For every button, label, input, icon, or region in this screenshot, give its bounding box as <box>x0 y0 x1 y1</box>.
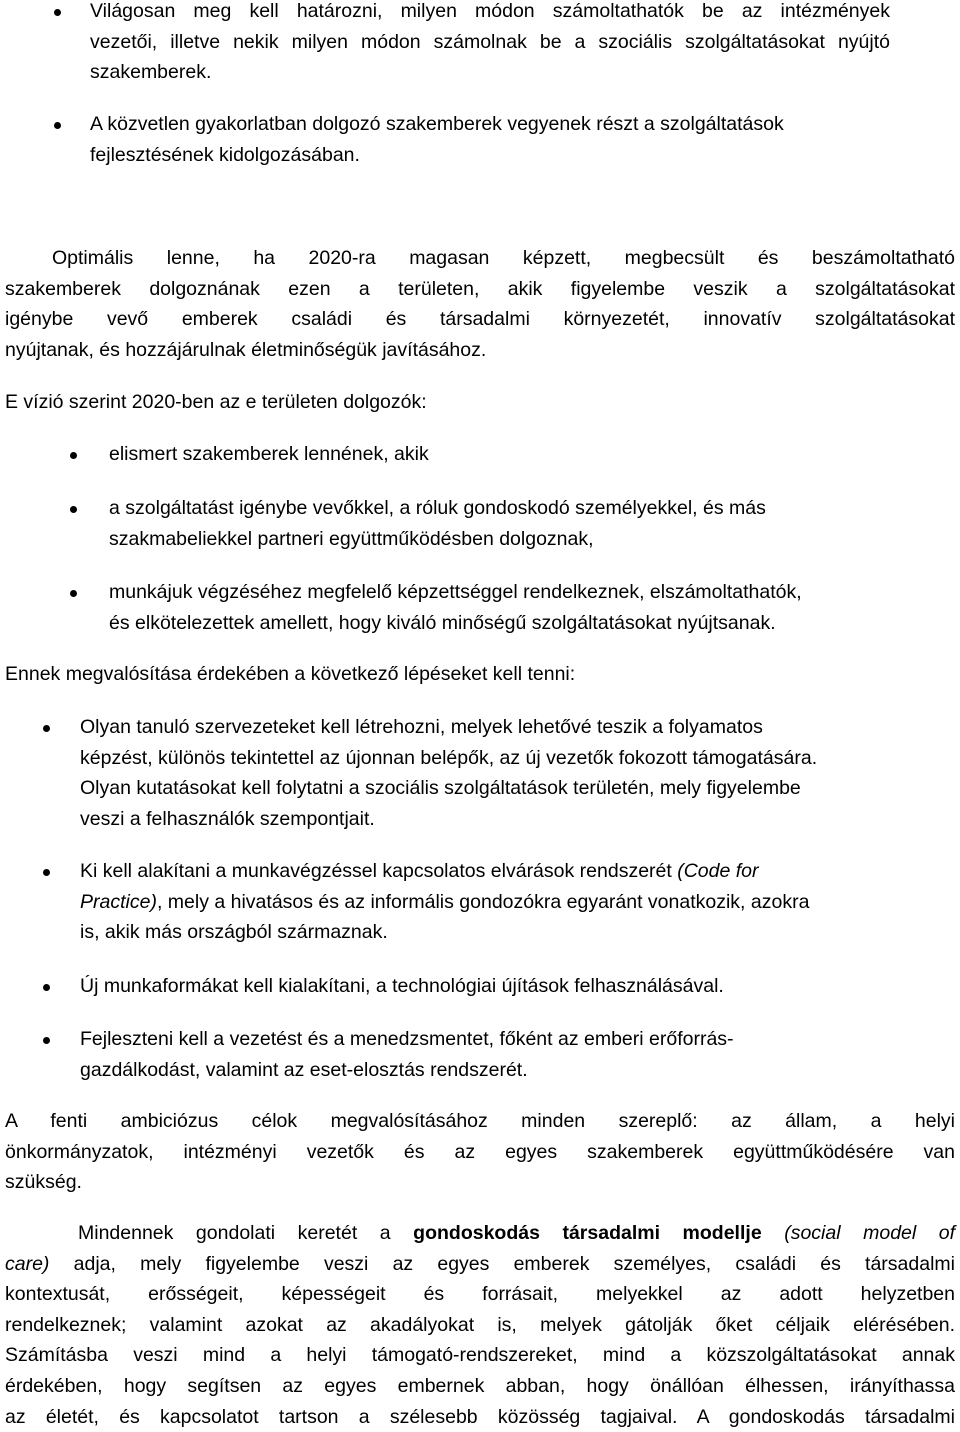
final-paragraph <box>5 1218 955 1432</box>
text-line: az életét, és kapcsolatot tartson a szélesebb közösség tagjaival. A gondoskodás társadalmi <box>5 1405 955 1428</box>
text-line: , mely a hivatásos és az informális gondozókra egyaránt vonatkozik, azokra <box>156 890 810 913</box>
text-line: szakmabeliekkel partneri együttműködésben dolgoznak, <box>109 527 594 550</box>
text-line: A fenti ambiciózus célok megvalósításához minden szereplő: az állam, a helyi <box>5 1110 955 1132</box>
italic-term: (Code for <box>677 860 759 882</box>
text-line: igénybe vevő emberek családi és társadalmi környezetét, innovatív szolgáltatásokat <box>5 308 955 331</box>
text-segment: Mindennek gondolati keretét a <box>78 1222 414 1244</box>
text-line: kontextusát, erősségeit, képességeit és forrásait, melyekkel az adott helyzetben <box>5 1283 955 1306</box>
vision-intro: E vízió szerint 2020-ben az e területen dolgozók: <box>5 391 427 413</box>
steps-intro: Ennek megvalósítása érdekében a következő lépéseket kell tenni: <box>5 663 576 685</box>
text-line: Olyan tanuló szervezeteket kell létrehozni, melyek lehetővé teszik a folyamatos <box>80 716 763 738</box>
text-line: rendelkeznek; valamint azokat az akadályokat is, melyek gátolják őket céljaik elérésében. <box>5 1313 955 1336</box>
top-bullet-1 <box>90 0 890 88</box>
ambitious-paragraph <box>5 1106 955 1198</box>
vision-bullet-2 <box>109 493 929 554</box>
bullet-dot <box>43 869 50 876</box>
bold-term: gondoskodás társadalmi modellje <box>413 1222 762 1244</box>
bullet-dot <box>43 984 50 991</box>
text-line: képzést, különös tekintettel az újonnan belépők, az új vezetők fokozott támogatására. <box>80 746 818 769</box>
top-bullet-2 <box>90 109 910 170</box>
text-line: szakemberek dolgoznának ezen a területen, akik figyelembe veszik a szolgáltatásokat <box>5 277 955 300</box>
text-line: önkormányzatok, intézményi vezetők és az egyes szakemberek együttműködésére van <box>5 1140 955 1163</box>
vision-bullet-3 <box>109 577 939 638</box>
text-line: vezetői, illetve nekik milyen módon számolnak be a szociális szolgáltatásokat nyújtó <box>90 30 890 53</box>
text-line: Számításba veszi mind a helyi támogató-rendszereket, mind a közszolgáltatásokat annak <box>5 1344 955 1367</box>
text-line: munkájuk végzéséhez megfelelő képzettséggel rendelkeznek, elszámoltathatók, <box>109 581 802 603</box>
text-line: nyújtanak, és hozzájárulnak életminőségük javításához. <box>5 338 487 361</box>
text-line: Új munkaformákat kell kialakítani, a technológiai újítások felhasználásával. <box>80 975 724 997</box>
text-line: A közvetlen gyakorlatban dolgozó szakemberek vegyenek részt a szolgáltatások <box>90 113 784 135</box>
text-line: Optimális lenne, ha 2020-ra magasan képzett, megbecsült és beszámoltatható <box>52 247 955 269</box>
text-segment <box>762 1222 785 1244</box>
step-1 <box>80 712 955 834</box>
text-line: gazdálkodást, valamint az eset-elosztás rendszerét. <box>80 1058 528 1081</box>
text-line: a szolgáltatást igénybe vevőkkel, a róluk gondoskodó személyekkel, és más <box>109 497 766 519</box>
text-line: Fejleszteni kell a vezetést és a menedzsmentet, főként az emberi erőforrás- <box>80 1028 734 1050</box>
text-segment: adja, mely figyelembe veszi az egyes emberek személyes, családi és társadalmi <box>49 1252 955 1275</box>
text-line: Olyan kutatásokat kell folytatni a szociális szolgáltatások területén, mely figyelembe <box>80 777 801 800</box>
text-line: szükség. <box>5 1171 82 1194</box>
bullet-dot <box>54 9 61 16</box>
italic-term: care) <box>5 1252 50 1275</box>
text-line: is, akik más országból származnak. <box>80 921 388 944</box>
text-line <box>5 1249 955 1280</box>
text-line: elismert szakemberek lennének, akik <box>109 443 429 465</box>
italic-term: Practice) <box>80 890 157 913</box>
bullet-dot <box>70 506 77 513</box>
text-line: érdekében, hogy segítsen az egyes embernek abban, hogy önállóan élhessen, irányíthassa <box>5 1374 955 1397</box>
text-line: Világosan meg kell határozni, milyen módon számoltathatók be az intézmények <box>90 0 890 22</box>
text-line: veszi a felhasználók szempontjait. <box>80 807 375 830</box>
text-line <box>5 1218 955 1249</box>
text-line: Ki kell alakítani a munkavégzéssel kapcsolatos elvárások rendszerét <box>80 860 678 882</box>
italic-term: (social model of <box>784 1222 956 1244</box>
bullet-dot <box>70 452 77 459</box>
vision-bullet-1 <box>109 439 929 470</box>
step-4 <box>80 1024 955 1085</box>
bullet-dot <box>54 122 61 129</box>
bullet-dot <box>43 1037 50 1044</box>
step-3 <box>80 971 955 1002</box>
text-line: fejlesztésének kidolgozásában. <box>90 143 360 166</box>
text-line: és elkötelezettek amellett, hogy kiváló minőségű szolgáltatásokat nyújtsanak. <box>109 611 776 634</box>
step-2 <box>80 856 955 948</box>
bullet-dot <box>43 725 50 732</box>
text-line: szakemberek. <box>90 61 212 84</box>
bullet-dot <box>70 590 77 597</box>
optimal-paragraph <box>5 243 955 365</box>
